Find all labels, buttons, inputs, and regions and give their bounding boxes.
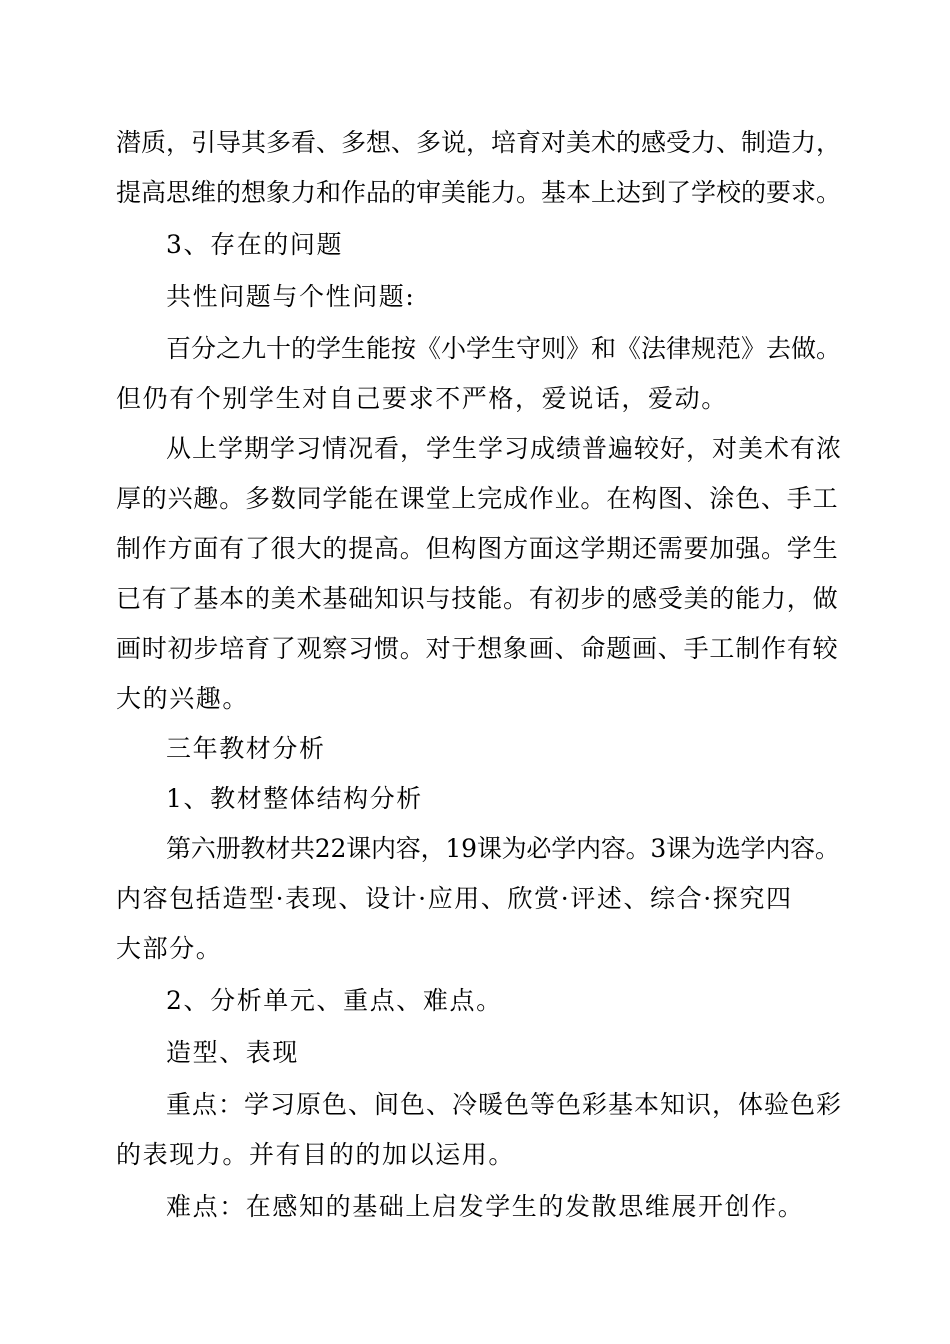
text-line: 大的兴趣。 [116,684,250,713]
text-line: 提高思维的想象力和作品的审美能力。基本上达到了学校的要求。 [116,178,842,207]
subsection-heading: 共性问题与个性问题: [166,282,416,311]
text-line: 大部分。 [116,934,223,963]
text-line: 难点：在感知的基础上启发学生的发散思维展开创作。 [166,1192,805,1221]
subsection-heading: 2、分析单元、重点、难点。 [166,986,503,1015]
text-line: 内容包括造型·表现、设计·应用、欣赏·评述、综合·探究四 [116,884,793,913]
text-line: 但仍有个别学生对自己要求不严格，爱说话，爱动。 [116,384,728,413]
text-line: 的表现力。并有目的的加以运用。 [116,1140,516,1169]
text-line: 潜质，引导其多看、多想、多说，培育对美术的感受力、制造力， [116,128,842,157]
subsection-heading: 1、教材整体结构分析 [166,784,423,813]
text-line: 重点：学习原色、间色、冷暖色等色彩基本知识，体验色彩 [166,1090,843,1119]
section-heading: 3、存在的问题 [166,230,344,259]
text-line: 百分之九十的学生能按《小学生守则》和《法律规范》去做。 [166,334,842,363]
text-line: 制作方面有了很大的提高。但构图方面这学期还需要加强。学生 [116,534,839,563]
text-line: 从上学期学习情况看，学生学习成绩普遍较好，对美术有浓 [166,434,843,463]
text-line: 厚的兴趣。多数同学能在课堂上完成作业。在构图、涂色、手工 [116,484,839,513]
text-line: 第六册教材共22课内容，19课为必学内容。3课为选学内容。 [166,834,840,863]
section-heading: 三年教材分析 [166,734,326,763]
subsection-heading: 造型、表现 [166,1038,300,1067]
text-line: 已有了基本的美术基础知识与技能。有初步的感受美的能力，做 [116,584,839,613]
text-line: 画时初步培育了观察习惯。对于想象画、命题画、手工制作有较 [116,634,839,663]
